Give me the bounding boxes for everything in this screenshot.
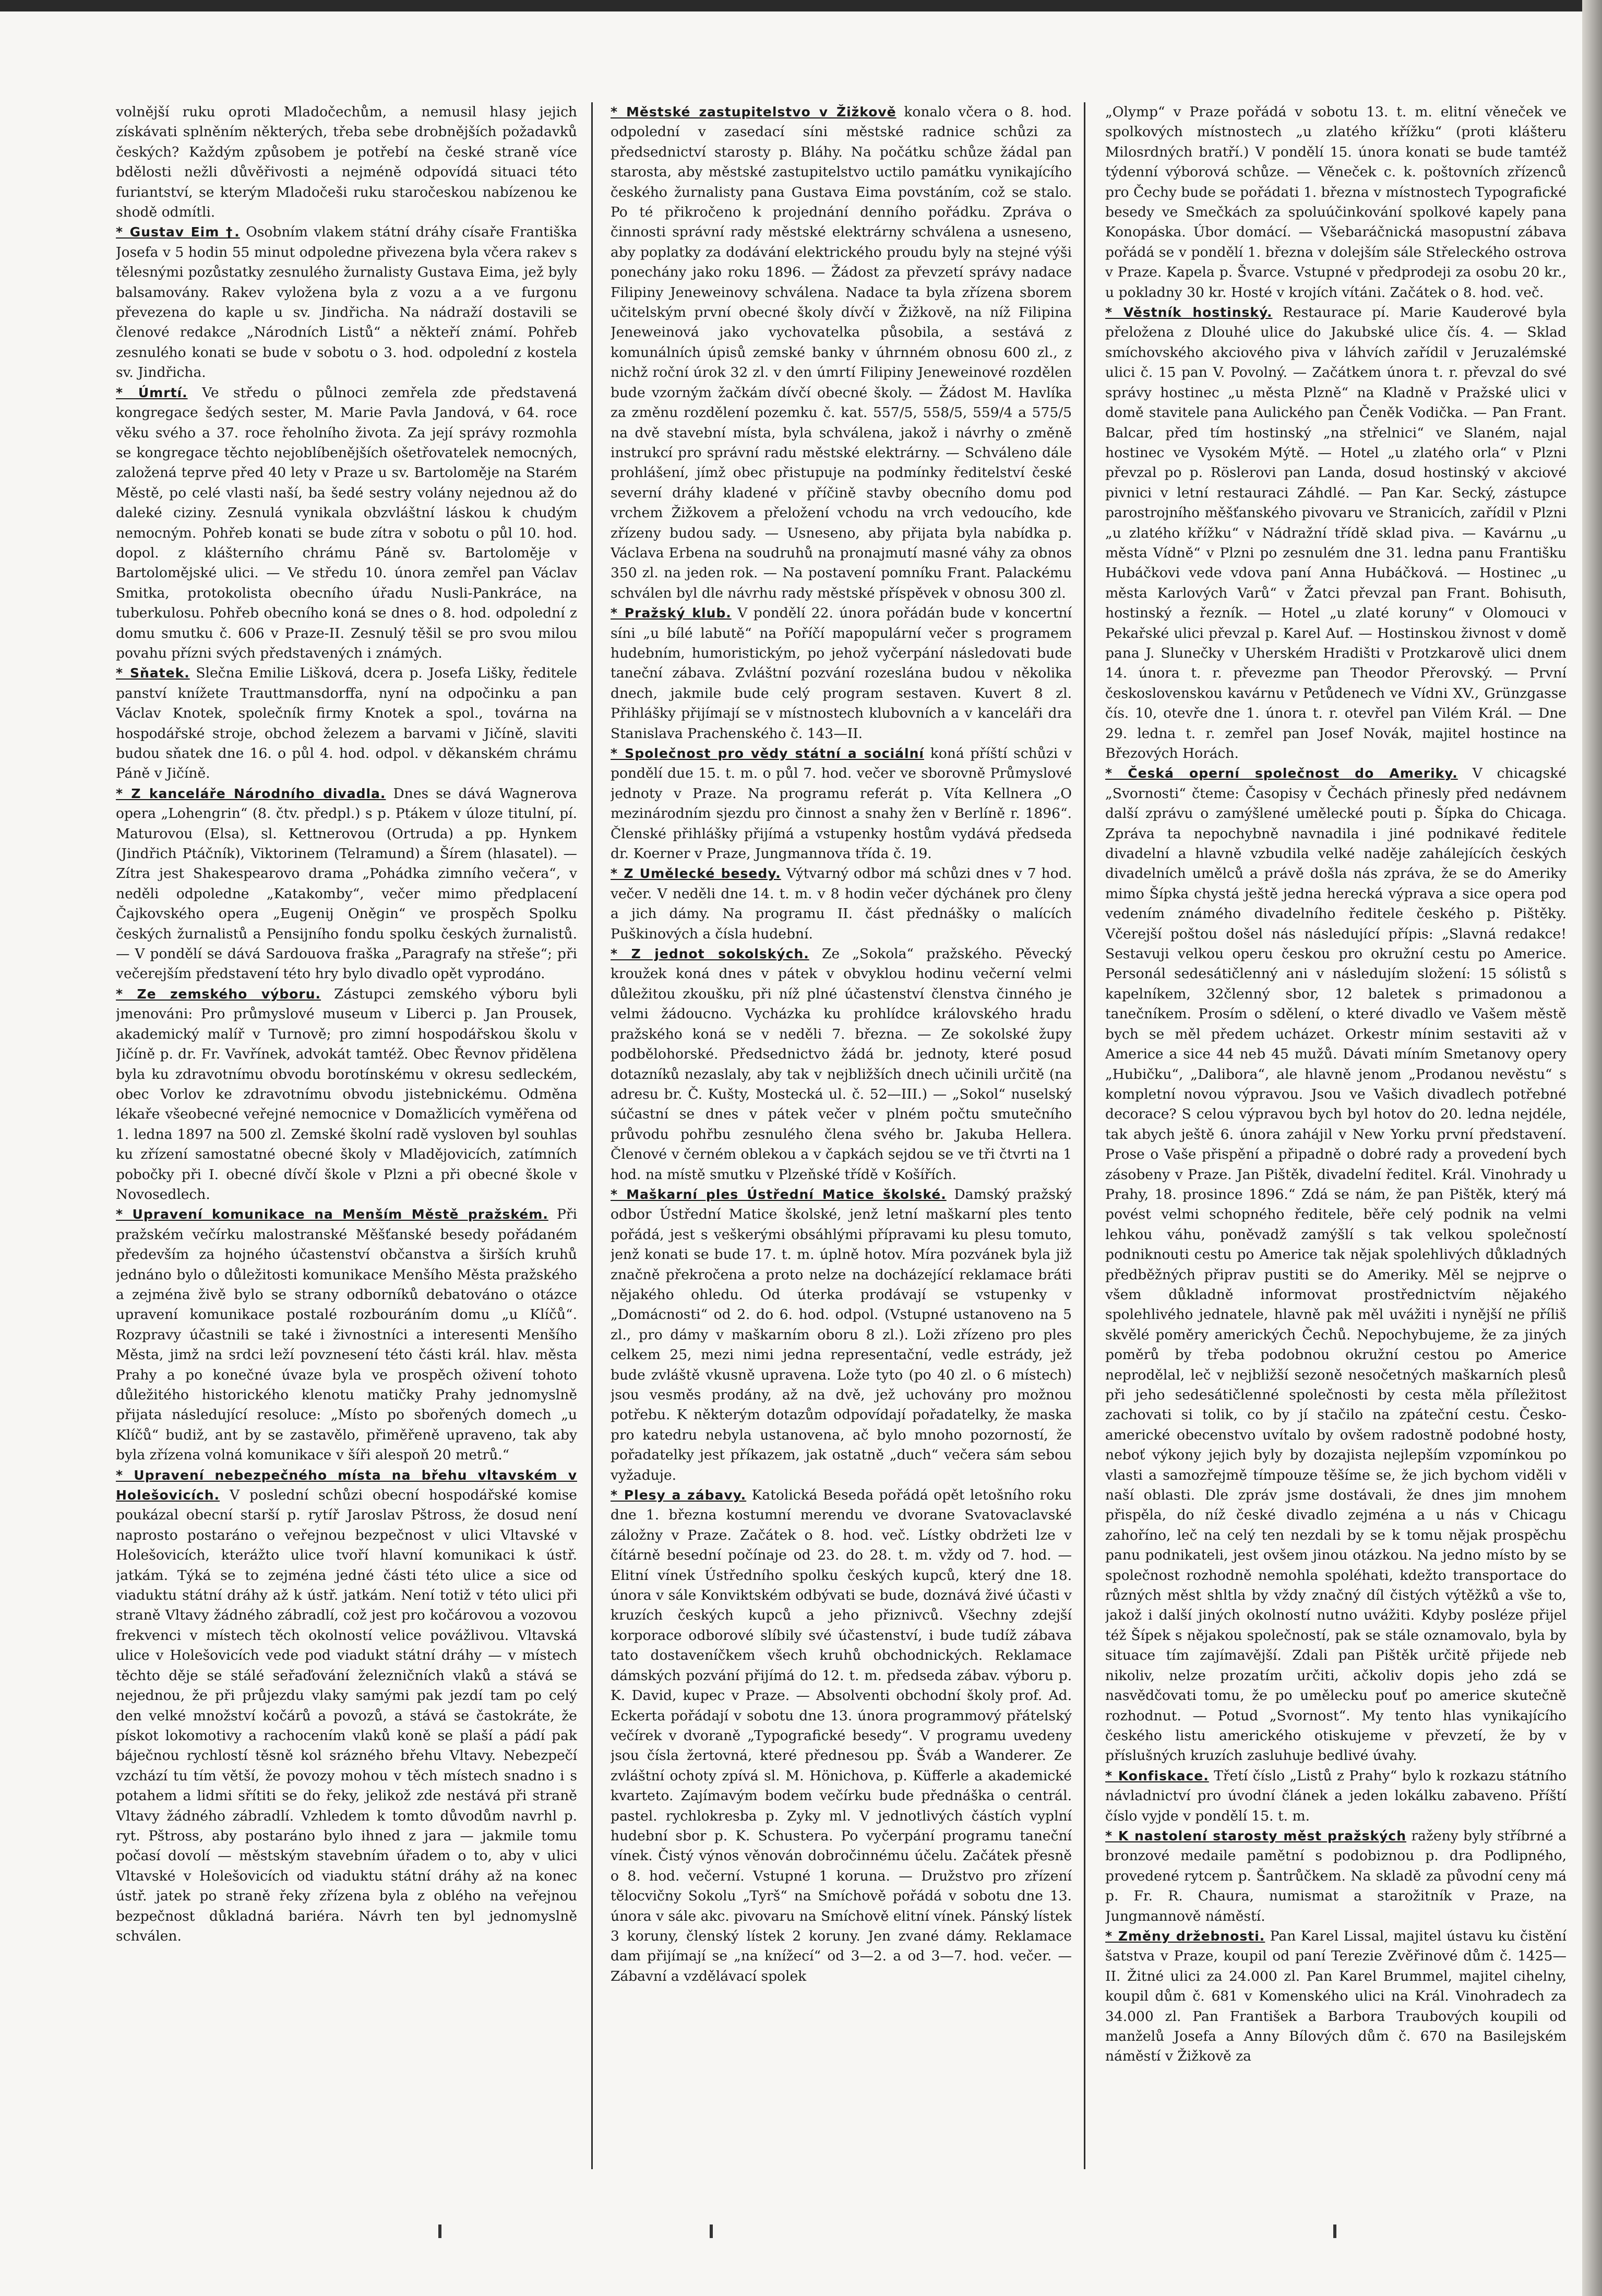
column-2 xyxy=(611,102,1072,2180)
column-1 xyxy=(116,102,577,2180)
article-heading: * Úmrtí. xyxy=(116,385,188,400)
footer-mark xyxy=(438,2224,441,2238)
article-heading: * Konfiskace. xyxy=(1105,1768,1209,1783)
article-heading: * Věstník hostinský. xyxy=(1105,305,1273,320)
article-text: koná příští schůzi v pondělí due 15. t. m. o půl 7. hod. večer ve sborovně Průmyslové jednoty v Praze. Na programu referát p. Víta Kellnera „O mezinárodním sjezdu pro činnost a snahy žen v Berlíně r. 1896“. Členské přihlášky přijímá a vstupenky hostům vydává předseda dr. Koerner v Praze, Jungmannova třída č. 19. xyxy=(611,745,1072,862)
article-paragraph xyxy=(1105,102,1567,303)
article-text: Výtvarný odbor má schůzi dnes v 7 hod. večer. V neděli dne 14. t. m. v 8 hodin večer dýchánek pro členy a jich dámy. Na programu II. část přednášky o malících Puškinových a čísla hudební. xyxy=(611,865,1072,942)
article-text: Pan Karel Lissal, majitel ústavu ku čistění šatstva v Praze, koupil od paní Terezie Zvěřinové dům č. 1425—II. Žitné ulici za 24.000 zl. Pan Karel Brummel, majitel cihelny, koupil dům č. 681 v Komenského ulici na Král. Vinohradech za 34.000 zl. Pan František a Barbora Traubových koupili od manželů Josefa a Anny Bílových dům č. 670 na Basilejském náměstí v Žižkově za xyxy=(1105,1928,1567,2065)
article-paragraph xyxy=(611,944,1072,1185)
article-text: Zástupci zemského výboru byli jmenováni: Pro průmyslové museum v Liberci p. Jan Prousek, akademický malíř v Turnově; pro zimní hospodářskou školu v Jičíně p. dr. Fr. Vavřínek, advokát tamtéž. Obec Řevnov přidělena byla ku zdravotnímu obvodu borotínskému v okresu sedleckém, obec Vorlov ke zdravotnímu obvodu jistebnickému. Odměna lékaře všeobecné veřejné nemocnice v Domažlicích vyměřena od 1. ledna 1897 na 500 zl. Zemské školní radě vysloven byl souhlas ku zřízení samostatné obecné školy v Mladějovicích, zatímních pobočky při I. obecné dívčí škole v Plzni a při obecné škole v Novosedlech. xyxy=(116,985,577,1203)
article-heading: * Pražský klub. xyxy=(611,605,732,621)
article-paragraph xyxy=(1105,303,1567,764)
article-paragraph xyxy=(116,1205,577,1465)
article-paragraph xyxy=(1105,1926,1567,2067)
article-heading: * Plesy a zábavy. xyxy=(611,1488,747,1503)
article-paragraph xyxy=(116,984,577,1205)
article-heading: * K nastolení starosty měst pražských xyxy=(1105,1828,1406,1843)
article-text: V pondělí 22. února pořádán bude v koncertní síni „u bílé labutě“ na Poříčí mapopulární večer s programem hudebním, humoristickým, po jehož vyčerpání následovati bude taneční zábava. Zvláštní pozvání rozeslána budou v několika dnech, jakmile bude celý program sestaven. Kuvert 8 zl. Přihlášky přijímají se v místnostech klubovních a v kanceláři dra Stanislava Prachenského č. 143—II. xyxy=(611,605,1072,742)
article-text: Při pražském večírku malostranské Měšťanské besedy pořádaném především za hojného účastenství občanstva a širších kruhů jednáno bylo o důležitosti komunikace Menšího Města pražského a zejména živě bylo se strany odborníků debatováno o otázce upravení komunikace postalé rozbouráním domu „u Klíčů“. Rozpravy účastnili se také i živnostníci a interesenti Menšího Města, jimž na srdci leží povznesení této části král. hlav. města Prahy a po konečné úvaze byla ve prospěch oživení tohoto důležitého historického klenotu matičky Prahy jednomyslně přijata následující resoluce: „Místo po sbořených domech „u Klíčů“ budiž, ant by se zastavělo, přiměřeně upraveno, tak aby byla zřízena volná komunikace v šíři alespoň 20 metrů.“ xyxy=(116,1206,577,1464)
article-text: Osobním vlakem státní dráhy císaře Františka Josefa v 5 hodin 55 minut odpoledne přivezena byla včera rakev s tělesnými pozůstatky zesnulého žurnalisty Gustava Eima, jež byly balsamovány. Rakev vyložena byla z vozu a a ve furgonu převezena do kaple u sv. Jindřicha. Na nádraží dostavili se členové redakce „Národních Listů“ a někteří známí. Pohřeb zesnulého konati se bude v sobotu o 3. hod. odpolední z kostela sv. Jindřicha. xyxy=(116,224,577,381)
article-paragraph xyxy=(611,1485,1072,1986)
article-paragraph xyxy=(611,744,1072,864)
article-heading: * Sňatek. xyxy=(116,665,190,681)
article-paragraph xyxy=(116,1466,577,1947)
article-heading: * Upravení komunikace na Menším Městě pražském. xyxy=(116,1207,548,1222)
article-paragraph xyxy=(116,383,577,664)
article-paragraph xyxy=(116,663,577,783)
article-paragraph xyxy=(611,864,1072,944)
article-paragraph xyxy=(611,603,1072,744)
article-text: Restaurace pí. Marie Kauderové byla přeložena z Dlouhé ulice do Jakubské ulice čís. 4. — Sklad smíchovského akciového piva v láhvích zařídil v Jeruzalémské ulici č. 15 pan V. Povolný. — Začátkem února t. r. převzal do své správy hostinec „u města Plzně“ na Kladně v Pražské ulici v domě stavitele pana Aulického pan Čeněk Vodička. — Pan Frant. Balcar, před tím hostinský „na střelnici“ ve Slaném, najal hostinec ve Vysokém Mýtě. — Hotel „u zlatého orla“ v Plzni převzal po p. Röslerovi pan Landa, dosud hostinský v akciové pivnici v letní restauraci Záhdlé. — Pan Kar. Secký, zástupce parostrojního měšťanského pivovaru ve Stranicích, zařídil v Plzni „u zlatého křížku“ v Nádražní třídě sklad piva. — Kavárnu „u města Vídně“ v Plzni po zesnulém dne 31. ledna panu Františku Hubáčkovi vede vdova paní Anna Hubáčková. — Hostinec „u města Karlových Varů“ v Žatci převzal pan Frant. Bohisuth, hostinský a řezník. — Hotel „u zlaté koruny“ v Olomouci v Pekařské ulici převzal p. Karel Auf. — Hostinskou živnost v domě pana J. Slunečky v Uherském Hradišti v Protzkarově ulici dnem 14. února t. r. převezme pan Theodor Přerovský. — První československou kavárnu v Petůdenech ve Vídni XV., Grünzgasse čís. 10, otevře dne 1. února t. r. otevřel pan Vilém Král. — Dne 29. ledna t. r. zemřel pan Josef Novák, majitel hostince na Březových Horách. xyxy=(1105,304,1567,762)
article-text: Katolická Beseda pořádá opět letošního roku dne 1. března kostumní merendu ve dvorane Svatovaclavské záložny v Praze. Začátek o 8. hod. več. Lístky obdržeti lze v čítárně besední počínaje od 23. do 28. t. m. vždy od 7. hod. — Elitní vínek Ústředního spolku českých kupců, který dne 18. února v sále Konviktském odbývati se bude, doznává živé účasti v kruzích českých kupců a jeho přiznivců. Všechny zdejší korporace odborové slíbily své účastenství, i bude tudíž zábava tato dostaveníčkem všech kruhů obchodnických. Reklamace dámských pozvání přijímá do 12. t. m. předseda zábav. výboru p. K. David, kupec v Praze. — Absolventi obchodní školy prof. Ad. Eckerta pořádají v sobotu dne 13. února programmový přátelský večírek v dvoraně „Typografické besedy“. V programu uvedeny jsou čísla žertovná, které přednesou pp. Šváb a Wanderer. Ze zvláštní ochoty zpívá sl. M. Hönichova, p. Küfferle a akademické kvarteto. Zajímavým bodem večírku bude přednáška o centrál. pastel. rychlokresba p. Zyky ml. V jednotlivých částích vyplní hudební sbor p. K. Schustera. Po vyčerpání programu taneční vínek. Čistý výnos věnován dobročinnému účelu. Začátek přesně o 8. hod. večerní. Vstupné 1 koruna. — Družstvo pro zřízení tělocvičny Sokolu „Tyrš“ na Smíchově pořádá v sobotu dne 13. února v sále akc. pivovaru na Smíchově elitní vínek. Pánský lístek 3 koruny, členský lístek 2 koruny. Jen zvané dámy. Reklamace dam přijímají se „na knížecí“ od 3—2. a od 3—7. hod. večer. — Zábavní a vzdělávací spolek xyxy=(611,1487,1072,1984)
article-paragraph xyxy=(1105,1766,1567,1826)
article-text: V chicagské „Svornosti“ čteme: Časopisy v Čechách přinesly před nedávnem další zprávu o zamýšlené umělecké pouti p. Šípka do Chicaga. Zpráva ta nepochybně navnadila i jiné podnikavé ředitele divadelní a hlavně vzbudila velké naděje zahálejících českých divadelních umělců a právě došla nás zpráva, že se do Ameriky mimo Šípka chystá ještě jedna herecká výprava a sice opera pod vedením známého divadelního ředitele českého p. Pištěky. Včerejší poštou došel nás následující přípis: „Slavná redakce! Sestavuji velkou operu českou pro okružní cestu po Americe. Personál sedesátičlenný ani v následujím složení: 15 sólistů s kapelníkem, 32členný sbor, 12 baletek s primadonou a tanečníkem. Prosím o sdělení, o které divadlo ve Vašem městě bych se měl předem ucházet. Orkestr mínim sestaviti až v Americe a sice 44 neb 45 mužů. Dávati míním Smetanovy opery „Hubičku“, „Dalibora“, ale hlavně jenom „Prodanou nevěstu“ s kompletní novou výpravou. Jsou ve Vašich divadlech potřebné decorace? S celou výpravou bych byl hotov do 20. ledna nejdéle, tak abych ještě 6. února zahájil v New Yorku první představení. Prose o Vaše přispění a připadně o dobré rady a provedení bych zásobeny v Praze. Jan Pištěk, divadelní ředitel. Král. Vinohrady u Prahy, 18. prosince 1896.“ Zdá se nám, že pan Pištěk, který má povést velmi schopného ředitele, běře celý podnik na velmi lehkou váhu, poněvadž zamýšlí s tak velkou společností podniknouti cestu po Americe tak nějak spolehlivých důkladných předběžných připrav pustiti se do Ameriky. Měl se nejprve o všem důkladně informovat prostřednictvím nějakého spolehlivého jednatele, hlavně pak měl uvážiti i nynější ne příliš skvělé poměry amerických Čechů. Nepochybujeme, že za jiných poměrů by třeba podobnou okružní cestou po Americe neprodělal, leč v nejbližší sezoně nesočetných maškarních plesů při jeho sedesátičlenné společnosti by cesta měla příležitost zachovati si tolik, co by jí stačilo na zpáteční cestu. Česko-americké obecenstvo uvítalo by ovšem radostně podobné hosty, neboť výkony jejich byly by dozajista nejlepším vzpomínkou po vlasti a samozřejmě tímpouze těšíme se, že jich bychom viděli v naší oblasti. Dle zpráv jsme dostávali, že dnes jim mnohem přispěla, do níž české divadlo zejména a u nás v Chicagu zahoříno, leč na celý ten nezdali by se k tomu nějak prospěchu panu podnikateli, jest ovšem jinou otázkou. Na jedno místo by se společnost rozhodně nemohla spoléhati, kdežto transportace do různých měst shltla by vždy značný díl čistých výtěžků a vše to, jakož i další jiných okolností nutno uvážiti. Kdyby posléze přijel též Šípek s nějakou společností, pak se stále oznamovalo, byla by situace tím zajímavější. Zdali pan Pištěk určitě přijede neb nikoliv, nelze prozatím určiti, ačkoliv dopis jeho zdá se nasvědčovati tomu, že po umělecku pouť po americe skutečně rozhodnut. — Potud „Svornost“. My tento hlas vynikajícího českého listu amerického otiskujeme v převzetí, že by v příslušných kruzích zasluhuje bedlivé úvahy. xyxy=(1105,765,1567,1764)
article-text: Ve středu o půlnoci zemřela zde představená kongregace šedých sester, M. Marie Pavla Jandová, v 64. roce věku svého a 37. roce řeholního života. Za její správy rozmohla se kongregace těchto nejoblíbenějších ošetřovatelek nemocných, založená teprve před 40 lety v Praze u sv. Bartoloměje na Starém Městě, po celé vlasti naší, ba šedé sestry volány nejednou až do daleké ciziny. Zesnulá vynikala obzvláštní láskou k chudým nemocným. Pohřeb konati se bude zítra v sobotu o půl 10. hod. dopol. z klášterního chrámu Páně sv. Bartoloměje v Bartolomějské ulici. — Ve středu 10. února zemřel pan Václav Smitka, protokolista obecního úřadu Nusli-Pankráce, na tuberkulosu. Pohřeb obecního koná se dnes o 8. hod. odpolední z domu smutku č. 606 v Praze-II. Zesnulý těšil se pro svou milou povahu přízni svých představených i známých. xyxy=(116,384,577,661)
article-paragraph xyxy=(611,1185,1072,1485)
footer-mark xyxy=(710,2224,713,2238)
footer-mark xyxy=(1333,2224,1336,2238)
article-columns xyxy=(116,102,1567,2180)
article-text: Ze „Sokola“ pražského. Pěvecký kroužek koná dnes v pátek v obvyklou hodinu večerní velmi důležitou zkoušku, při níž plné účastenství členstva činného je velmi žádoucno. Vycházka ku prohlídce královského hradu pražského koná se v neděli 7. března. — Ze sokolské župy podbělohorské. Předsednictvo žádá br. jednoty, které posud dotazníků nezaslaly, aby tak v nejbližších dnech učinili určitě (na adresu br. Č. Kušty, Mostecká ul. č. 52—III.) — „Sokol“ nuselský súčastní se dnes v pátek večer v plném počtu smutečního průvodu pohřbu zesnulého člena svého br. Jakuba Hellera. Členové v černém oblekou a v čapkách sejdou se ve tři čtvrti na 1 hod. na místě smutku v Plzeňské třídě v Košířích. xyxy=(611,946,1072,1183)
article-paragraph xyxy=(611,102,1072,603)
article-heading: * Upravení nebezpečného místa na břehu vltavském v Holešovicích. xyxy=(116,1467,577,1503)
article-text: Třetí číslo „Listů z Prahy“ bylo k rozkazu státního návladnictví pro úvodní článek a jeden lokálku zabaveno. Příští číslo vyjde v pondělí 15. t. m. xyxy=(1105,1767,1567,1824)
article-heading: * Maškarní ples Ústřední Matice školské. xyxy=(611,1186,947,1202)
article-paragraph xyxy=(1105,764,1567,1766)
article-paragraph xyxy=(116,102,577,222)
top-border xyxy=(0,0,1602,11)
article-text: Damský pražský odbor Ústřední Matice školské, jenž letní maškarní ples tento pořádá, jest s veškerými obsáhlými přípravami ku plesu tomuto, jenž konati se bude 17. t. m. úplně hotov. Míra pozvánek byla již značně překročena a proto nelze na docházející reklamace bráti nějakého ohledu. Od úterka prodávají se vstupenky v „Domácnosti“ od 2. do 6. hod. odpol. (Vstupné ustanoveno na 5 zl., pro dámy v maškarním oboru 8 zl.). Loži zřízeno pro ples celkem 25, mezi nimi jedna representační, vedle estrády, jež bude zvláště vkusně upravena. Lože tyto (po 40 zl. o 6 místech) jsou vesměs prodány, až na dvě, jež uchovány pro možnou potřebu. K některým dotazům odpovídají pořadatelky, že maska pro katedru nebyla ustanovena, ač bylo mnoho pozorností, že pořadatelky jest příkazem, jak ostatně „duch“ večera sám sebou vyžaduje. xyxy=(611,1186,1072,1483)
article-text: raženy byly stříbrné a bronzové medaile pamětní s podobiznou p. dra Podlipného, provedené rytcem p. Šantrůčkem. Na skladě za původní ceny má p. Fr. R. Chaura, numismat a starožitník v Praze, na Jungmannově náměstí. xyxy=(1105,1827,1567,1924)
column-3 xyxy=(1105,102,1567,2180)
article-heading: * Společnost pro vědy státní a sociální xyxy=(611,746,924,761)
article-paragraph xyxy=(1105,1826,1567,1926)
article-heading: * Ze zemského výboru. xyxy=(116,986,321,1002)
article-text: V poslední schůzi obecní hospodářské komise poukázal obecní starší p. rytíř Jaroslav Pštross, že dosud není naprosto postaráno o veřejnou bezpečnost v ulici Vltavské v Holešovicích, kterážto ulice tvoří hlavní komunikaci k ústř. jatkám. Týká se to zejména jedné části této ulice a sice od viaduktu státní dráhy až k ústř. jatkám. Není totiž v této ulici při straně Vltavy žádného zábradlí, což jest pro kočárovou a vozovou frekvenci v místech těch okolností velice povážlivou. Vltavská ulice v Holešovicích vede pod viadukt státní dráhy — v místech těchto děje se stálé seřaďování železničních vlaků a stává se nejednou, že při průjezdu vlaky samými pak jezdí tam po celý den velké množství kočárů a povozů, a stává se častokráte, že pískot lokomotivy a rachocením vlaků koně se plaší a pádí pak báječnou rychlostí těsně kol srázného břehu Vltavy. Nebezpečí vzchází tu tím větší, že povozy mohou v těch místech snadno i s potahem a lidmi sřítiti se do řeky, jelikož zde nestává při straně Vltavy žádného zábradlí. Vzhledem k tomto důvodům navrhl p. ryt. Pštross, aby postaráno bylo ihned z jara — jakmile tomu počasí dovolí — městským stavebním úřadem o to, aby v ulici Vltavské v Holešovicích od viaduktu státní dráhy až na konec ústř. jatek po straně řeky zřízena byla z oblého na veřejnou bezpečnost důkladná bariéra. Návrh ten byl jednomyslně schválen. xyxy=(116,1487,577,1944)
article-text: „Olymp“ v Praze pořádá v sobotu 13. t. m. elitní věneček ve spolkových místnostech „u zlatého křížku“ (proti klášteru Milosrdných bratří.) V pondělí 15. února konati se bude tamtéž týdenní výborová schůze. — Věneček c. k. poštovních zřízenců pro Čechy bude se pořádati 1. března v místnostech Typografické besedy ve Smečkách za spoluúčinkování spolkové kapely pana Konopáska. Úbor domácí. — Všebaráčnická masopustní zábava pořádá se v pondělí 1. března v dolejším sále Střeleckého ostrova v Praze. Kapela p. Švarce. Vstupné v předprodeji za osobu 20 kr., u pokladny 30 kr. Hosté v krojích vítáni. Začátek o 8. hod. več. xyxy=(1105,104,1567,301)
article-heading: * Městské zastupitelstvo v Žižkově xyxy=(611,104,896,120)
article-heading: * Gustav Eim †. xyxy=(116,224,240,240)
article-paragraph xyxy=(116,222,577,383)
article-text: Slečna Emilie Lišková, dcera p. Josefa Lišky, ředitele panství knížete Trauttmansdorffa, nyní na odpočinku a pan Václav Knotek, společník firmy Knotek a spol., továrna na hospodářské stroje, obchod železem a barvami v Jičíně, slaviti budou sňatek dne 16. o půl 4. hod. odpol. v děkanském chrámu Páně v Jičíně. xyxy=(116,665,577,782)
article-text: konalo včera o 8. hod. odpolední v zasedací síni městské radnice schůzi za předsednictví starosty p. Bláhy. Na počátku schůze žádal pan starosta, aby městské zastupitelstvo uctilo památku vynikajícího českého žurnalisty pana Gustava Eima povstáním, což se stalo. Po té přikročeno k projednání denního pořádku. Zpráva o činnosti správní rady městské elektrárny schválena a usneseno, aby poplatky za dodávání elektrického proudu byly na stejné výši ponechány jako roku 1896. — Žádost za převzetí správy nadace Filipiny Jeneweinovy schválena. Nadace ta byla zřízena sborem učitelským první obecné školy dívčí v Žižkově, na níž Filipina Jeneweinová jako vychovatelka působila, a sestává z komunálních úpisů zemské banky v úhrnném obnosu 600 zl., z nichž roční úrok 32 zl. v den úmrtí Filipiny Jeneweinové rozdělen bude vzorným žačkám dívčí obecné školy. — Žádost M. Havlíka za změnu rozdělení pozemku č. kat. 557/5, 558/5, 559/4 a 575/5 na dvě stavební místa, byla schválena, jakož i návrhy o změně instrukcí pro správní radu městské elektrárny. — Schváleno dále prohlášení, jímž obec přistupuje na podmínky ředitelství české severní dráhy kladené v příčině stavby obecního domu pod vrchem Žižkovem a přeložení vchodu na vrch vedoucího, kde zřízeny budou sady. — Usneseno, aby přijata byla nabídka p. Václava Erbena na soudruhů na pronajmutí masné váhy za obnos 350 zl. na jeden rok. — Na postavení pomníku Frant. Palackému schválen byl dle návrhu rady městské příspěvek v obnosu 300 zl. xyxy=(611,104,1072,601)
article-heading: * Z Umělecké besedy. xyxy=(611,866,781,882)
article-heading: * Česká operní společnost do Ameriky. xyxy=(1105,766,1458,781)
page-spine-shadow xyxy=(1582,0,1602,2296)
article-text: Dnes se dává Wagnerova opera „Lohengrin“ (8. čtv. předpl.) s p. Ptákem v úloze titulní, pí. Maturovou (Elsa), sl. Kettnerovou (Ortruda) a pp. Hynkem (Jindřich Ptáčník), Viktorinem (Telramund) a Šírem (hlasatel). — Zítra jest Shakespearovo drama „Pohádka zimního večera“, v neděli odpoledne „Katakomby“, večer mimo předplacení Čajkovského opera „Eugenij Oněgin“ ve prospěch Spolku českých žurnalistů a Pensijního fondu spolku českých žurnalistů. — V pondělí se dává Sardouova fraška „Paragrafy na střeše“; při večerejším představení této hry bylo divadlo opět vyprodáno. xyxy=(116,785,577,982)
article-text: volnější ruku oproti Mladočechům, a nemusil hlasy jejich získávati splněním některých, třeba sebe drobnějších požadavků českých? Každým způsobem je potřebí na české straně více bdělosti nežli důvěřivosti a nejméně odpovídá situaci této furiantství, se kterým Mladočeši ruku staročeskou nabízenou ke shodě odmítli. xyxy=(116,104,577,221)
article-paragraph xyxy=(116,784,577,984)
article-heading: * Z kanceláře Národního divadla. xyxy=(116,786,386,801)
article-heading: * Z jednot sokolských. xyxy=(611,946,809,962)
article-heading: * Změny držebnosti. xyxy=(1105,1928,1265,1944)
